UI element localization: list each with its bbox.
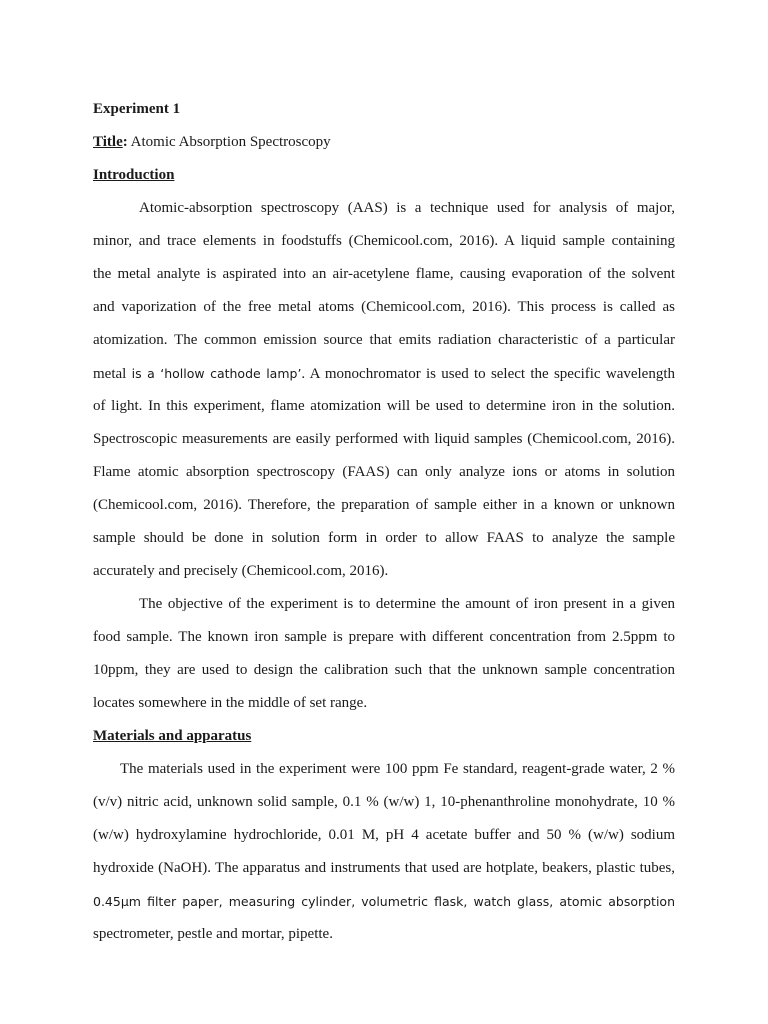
- introduction-heading: Introduction: [93, 167, 175, 183]
- intro-line-5: atomization. The common emission source that emits radiation characteristic of a particular: [93, 332, 675, 348]
- intro-line-8: Spectroscopic measurements are easily performed with liquid samples (Chemicool.com, 2016).: [93, 431, 675, 447]
- objective-line-3: 10ppm, they are used to design the calibration such that the unknown sample concentration: [93, 662, 675, 678]
- intro-line-12: accurately and precisely (Chemicool.com, 2016).: [93, 563, 389, 579]
- document-page: [93, 93, 675, 951]
- intro-line-10: (Chemicool.com, 2016). Therefore, the preparation of sample either in a known or unknown: [93, 497, 675, 513]
- title-label: Title: [93, 134, 123, 150]
- materials-line-1: The materials used in the experiment were 100 ppm Fe standard, reagent-grade water, 2 %: [120, 761, 675, 777]
- materials-heading: Materials and apparatus: [93, 728, 252, 744]
- intro-line-6-end: . A monochromator is used to select the specific wavelength: [301, 366, 675, 382]
- materials-line-6: spectrometer, pestle and mortar, pipette.: [93, 926, 333, 942]
- materials-line-4: hydroxide (NaOH). The apparatus and instruments that used are hotplate, beakers, plastic tubes,: [93, 860, 675, 876]
- intro-line-6: [93, 357, 675, 390]
- intro-line-9: Flame atomic absorption spectroscopy (FAAS) can only analyze ions or atoms in solution: [93, 464, 675, 480]
- title-line: [93, 126, 675, 159]
- materials-line-5: 0.45μm filter paper, measuring cylinder, volumetric flask, watch glass, atomic absorption: [93, 894, 675, 909]
- intro-line-2: minor, and trace elements in foodstuffs (Chemicool.com, 2016). A liquid sample containing: [93, 233, 675, 249]
- objective-line-2: food sample. The known iron sample is prepare with different concentration from 2.5ppm to: [93, 629, 675, 645]
- hollow-cathode-lamp-text: is a ‘hollow cathode lamp’: [131, 366, 302, 381]
- title-colon: :: [122, 134, 128, 150]
- experiment-label: Experiment 1: [93, 101, 181, 117]
- objective-line-4: locates somewhere in the middle of set range.: [93, 695, 368, 711]
- objective-line-1: The objective of the experiment is to determine the amount of iron present in a given: [139, 596, 675, 612]
- title-text: Atomic Absorption Spectroscopy: [127, 134, 331, 150]
- materials-line-2: (v/v) nitric acid, unknown solid sample, 0.1 % (w/w) 1, 10-phenanthroline monohydrate, 10 %: [93, 794, 675, 810]
- intro-line-11: sample should be done in solution form in order to allow FAAS to analyze the sample: [93, 530, 675, 546]
- intro-line-4: and vaporization of the free metal atoms (Chemicool.com, 2016). This process is called as: [93, 299, 675, 315]
- intro-line-3: the metal analyte is aspirated into an air-acetylene flame, causing evaporation of the solvent: [93, 266, 675, 282]
- intro-line-6-start: metal: [93, 366, 132, 382]
- intro-line-1: Atomic-absorption spectroscopy (AAS) is a technique used for analysis of major,: [139, 200, 675, 216]
- intro-line-7: of light. In this experiment, flame atomization will be used to determine iron in the solution.: [93, 398, 675, 414]
- materials-line-3: (w/w) hydroxylamine hydrochloride, 0.01 M, pH 4 acetate buffer and 50 % (w/w) sodium: [93, 827, 675, 843]
